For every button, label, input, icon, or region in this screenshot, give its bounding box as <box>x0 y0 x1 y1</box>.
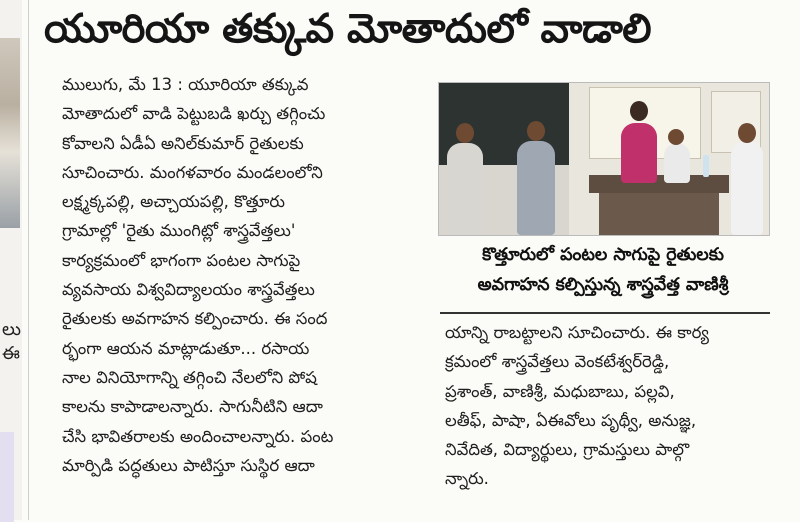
photo-caption <box>440 240 766 300</box>
article-photo <box>438 82 770 236</box>
article-body-column-2 <box>445 318 775 494</box>
body-line: ర్భంగా ఆయన మాట్లాడుతూ... రసాయ <box>62 338 310 358</box>
caption-line: అవగాహన కల్పిస్తున్న శాస్త్రవేత్త వాణిశ్రీ <box>477 275 729 295</box>
body-line: మోతాదులో వాడి పెట్టుబడి ఖర్చు తగ్గించు <box>62 104 326 124</box>
person-seated <box>447 143 483 235</box>
person-head <box>527 121 545 141</box>
person-seated <box>664 143 690 183</box>
column-divider <box>28 0 29 520</box>
adjacent-text-line: లు <box>2 319 21 340</box>
body-line: చేసి భావితరాలకు అందించాలన్నారు. పంట <box>62 426 334 446</box>
caption-rule <box>440 312 770 314</box>
water-bottle <box>703 155 709 177</box>
person-head <box>738 123 756 143</box>
body-line: నాల వినియోగాన్ని తగ్గించి నేలలోని పోష <box>62 367 317 387</box>
table <box>589 175 729 193</box>
person-head <box>668 129 684 145</box>
adjacent-text-line: ఈ <box>2 343 20 364</box>
body-line: లక్ష్మక్కపల్లి, అచ్చాయపల్లి, కొత్తూరు <box>62 192 285 212</box>
body-line: కార్యక్రమంలో భాగంగా పంటల సాగుపై <box>62 250 301 270</box>
person-speaker <box>621 123 657 183</box>
body-line: మార్పిడి పద్ధతులు పాటిస్తూ సుస్థిర ఆదా <box>62 455 315 475</box>
person-head <box>630 101 648 121</box>
adjacent-article-text <box>2 318 21 366</box>
body-line: నివేదిత, విద్యార్థులు, గ్రామస్తులు పాల్గొ <box>445 440 690 460</box>
person-seated <box>731 141 763 235</box>
adjacent-article-box <box>0 432 14 522</box>
body-line: కాలను కాపాడాలన్నారు. సాగునీటిని ఆదా <box>62 397 323 417</box>
table-front <box>599 193 719 235</box>
body-line: లతీఫ్, పాషా, ఏఈవోలు పృథ్వీ, అనుజ్ఞ, <box>445 410 697 430</box>
body-line: రైతులకు అవగాహన కల్పించారు. ఈ సంద <box>62 309 328 329</box>
body-line: కోవాలని ఏడీఏ అనిల్‌కుమార్ రైతులకు <box>62 133 304 153</box>
person-head <box>456 123 474 143</box>
person-seated <box>517 141 555 235</box>
body-line: సూచించారు. మంగళవారం మండలంలోని <box>62 162 323 182</box>
article-headline: యూరియా తక్కువ మోతాదులో వాడాలి <box>44 6 652 52</box>
body-line: న్నారు. <box>445 469 489 489</box>
body-line: వ్యవసాయ విశ్వవిద్యాలయం శాస్త్రవేత్తలు <box>62 280 315 300</box>
body-line: గ్రామాల్లో 'రైతు ముంగిట్లో శాస్త్రవేత్తలు' <box>62 221 296 241</box>
body-line: క్రమంలో శాస్త్రవేత్తలు వెంకటేశ్వర్‌రెడ్డి, <box>445 352 670 372</box>
adjacent-article-photo <box>0 38 20 228</box>
body-line: యాన్ని రాబట్టాలని సూచించారు. ఈ కార్య <box>445 323 709 342</box>
article-body-column-1 <box>62 70 422 480</box>
body-line: ములుగు, మే 13 : యూరియా తక్కువ <box>62 75 309 94</box>
body-line: ప్రశాంత్, వాణిశ్రీ, మధుబాబు, పల్లవి, <box>445 381 675 401</box>
caption-line: కొత్తూరులో పంటల సాగుపై రైతులకు <box>482 245 724 265</box>
